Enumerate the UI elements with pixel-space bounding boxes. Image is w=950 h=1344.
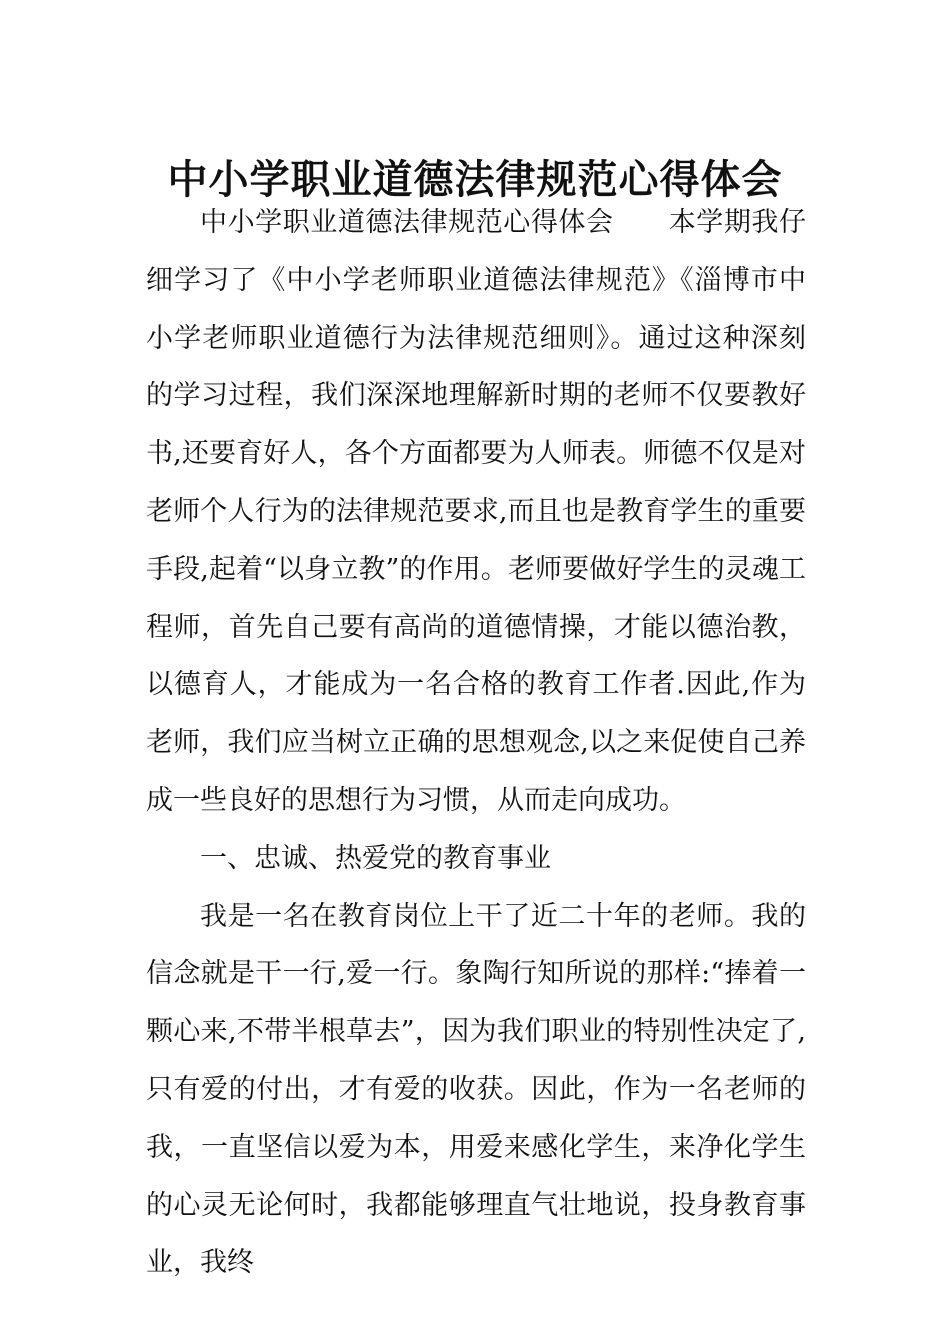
document-body bbox=[146, 194, 806, 1292]
document-title: 中小学职业道德法律规范心得体会 bbox=[167, 155, 783, 203]
intro-paragraph: 中小学职业道德法律规范心得体会 本学期我仔细学习了《中小学老师职业道德法律规范》《淄博市中小学老师职业道德行为法律规范细则》。通过这种深刻的学习过程，我们深深地理解新时期的老师不仅要教好书,还要育好人，各个方面都要为人师表。师德不仅是对老师个人行为的法律规范要求,而且也是教育学生的重要手段,起着“以身立教”的作用。老师要做好学生的灵魂工程师，首先自己要有高尚的道德情操，才能以德治教，以德育人，才能成为一名合格的教育工作者.因此,作为老师，我们应当树立正确的思想观念,以之来促使自己养成一些良好的思想行为习惯，从而走向成功。 bbox=[146, 207, 806, 816]
section-heading: 一、忠诚、热爱党的教育事业 bbox=[200, 842, 551, 874]
section-paragraph: 我是一名在教育岗位上干了近二十年的老师。我的信念就是干一行,爱一行。象陶行知所说的那样:“捧着一颗心来,不带半根草去”，因为我们职业的特别性决定了,只有爱的付出，才有爱的收获。因此，作为一名老师的我，一直坚信以爱为本，用爱来感化学生，来净化学生的心灵无论何时，我都能够理直气壮地说，投身教育事业，我终 bbox=[146, 900, 806, 1279]
